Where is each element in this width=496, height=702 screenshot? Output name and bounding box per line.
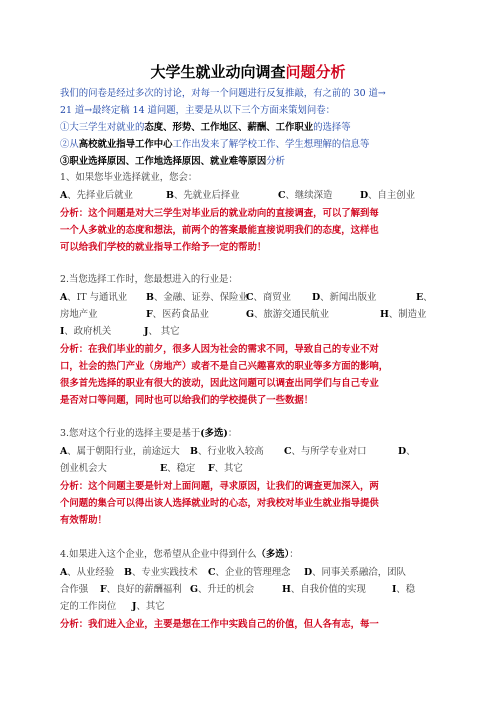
intro-point-3	[60, 154, 440, 170]
question-3-options-line-2	[60, 460, 444, 477]
q4-option-i-cont: 定的工作岗位	[60, 601, 117, 612]
q2-analysis-line-2: 口，社会的热门产业（房地产）或者不是自己兴趣喜欢的职业等多方面的影响，	[60, 361, 389, 372]
intro-line-2: 21 道→最终定稿 14 道问题，主要是从以下三个方面来策划问卷：	[60, 105, 336, 116]
intro-point-2	[60, 137, 440, 153]
q3-option-a: A、属于朝阳行业，前途远大	[60, 446, 180, 457]
intro-point-3-terms: ③职业选择原因、工作地选择原因、就业难等原因	[60, 156, 267, 167]
q1-option-d: D、自主创业	[360, 190, 416, 201]
q4-option-f: F、良好的薪酬福利	[100, 584, 182, 595]
q2-option-i: I、政府机关	[60, 326, 112, 337]
q4-option-g: G、升迁的机会	[190, 584, 255, 595]
question-3-options-line-1	[60, 443, 444, 460]
q2-option-g: G、旅游交通民航业	[246, 309, 330, 320]
q3-option-f: F、其它	[208, 463, 243, 474]
intro-point-2-suffix: 工作出发来了解学校工作、学生想理解的信息等	[172, 139, 370, 150]
q4-option-c: C、企业的管理理念	[208, 567, 291, 578]
intro-point-3-suffix: 分析	[266, 156, 286, 167]
q1-option-a: A、先择业后就业	[60, 190, 133, 201]
question-2-options-line-2	[60, 306, 444, 323]
question-1: 1、如果您毕业选择就业，您会：	[60, 172, 198, 183]
intro-line-1: 我们的问卷是经过多次的讨论，对每一个问题进行反复推敲，有之前的 30 道→	[60, 88, 386, 99]
q2-option-j: J、 其它	[144, 326, 180, 337]
q3-analysis-line-3: 有效帮助！	[60, 515, 107, 526]
q2-option-c: C、商贸业	[246, 292, 291, 303]
q1-option-c: C、继续深造	[278, 190, 333, 201]
q4-option-b: B、专业实践技术	[124, 567, 198, 578]
intro-point-1-prefix: ①大三学生对就业的	[60, 122, 145, 133]
q3-option-e: E、稳定	[160, 463, 196, 474]
q1-option-b: B、先就业后择业	[166, 190, 240, 201]
q3-analysis-line-2: 个问题的集合可以得出该人选择就业时的心态，对我校对毕业生就业指导提供	[60, 498, 379, 509]
q2-option-f: F、医药食品业	[146, 309, 209, 320]
q2-option-e-cont: 房地产业	[60, 309, 98, 320]
q2-option-e: E、	[416, 292, 433, 303]
intro-point-2-terms: 高校就业指导工作中心	[78, 139, 173, 150]
q3-option-d-cont: 创业机会大	[60, 463, 107, 474]
q4-analysis-line-1: 分析：我们进入企业，主要是想在工作中实践自己的价值，但人各有志，每一	[60, 619, 379, 630]
q2-option-a: A、IT 与通讯业	[60, 292, 128, 303]
question-2: 2.当您选择工作时，您最想进入的行业是：	[60, 274, 238, 285]
q2-analysis-line-4: 是否对口等问题，同时也可以给我们的学校提供了一些数据！	[60, 395, 314, 406]
q4-option-a: A、从业经验	[60, 567, 115, 578]
q4-option-h: H、自我价值的实现	[282, 584, 366, 595]
q1-analysis-line-3: 可以给我们学校的就业指导工作给予一定的帮助！	[60, 242, 267, 253]
intro-point-1	[60, 120, 440, 136]
question-2-options-line-1	[60, 289, 444, 306]
title-main: 大学生就业动向调查	[150, 63, 286, 81]
q4-option-d: D、同事关系融洽，团队	[304, 567, 406, 578]
question-4-options-line-2	[60, 581, 444, 598]
intro-point-2-prefix: ②从	[60, 139, 79, 150]
q4-option-j: J、其它	[132, 601, 165, 612]
q2-option-h: H、制造业	[380, 309, 427, 320]
q2-analysis-line-3: 很多首先选择的职业有很大的波动，因此这问题可以调查出同学们与自己专业	[60, 378, 379, 389]
q3-option-d: D、	[398, 446, 416, 457]
q1-analysis-line-2: 一个人多就业的态度和想法，前两个的答案最能直接说明我们的态度，这样也	[60, 225, 379, 236]
question-4: 4.如果进入这个企业，您希望从企业中得到什么（多选）：	[60, 549, 299, 560]
q2-option-d: D、新闻出版业	[312, 292, 377, 303]
question-2-options-line-3	[60, 323, 444, 340]
q1-analysis-line-1: 分析：这个问题是对大三学生对毕业后的就业动向的直接调查，可以了解到每	[60, 208, 379, 219]
q2-analysis-line-1: 分析：在我们毕业的前夕，很多人因为社会的需求不同，导致自己的专业不对	[60, 344, 379, 355]
q3-analysis-line-1: 分析：这个问题主要是针对上面问题，寻求原因，让我们的调查更加深入，两	[60, 481, 379, 492]
q3-option-b: B、行业收入较高	[190, 446, 264, 457]
q2-option-b: B、金融、证券、保险业	[146, 292, 248, 303]
q3-option-c: C、与所学专业对口	[284, 446, 367, 457]
q4-option-i: I、稳	[392, 584, 416, 595]
title-accent: 问题分析	[285, 63, 346, 81]
question-3: 3.您对这个行业的选择主要是基于(多选)：	[60, 428, 238, 439]
question-1-options	[60, 187, 444, 204]
q4-option-d-cont: 合作强	[60, 584, 89, 595]
question-4-options-line-3	[60, 598, 444, 615]
page-title	[0, 63, 496, 81]
intro-point-1-suffix: 的选择等	[313, 122, 351, 133]
question-4-options-line-1	[60, 564, 444, 581]
intro-point-1-terms: 态度、形势、工作地区、薪酬、工作职业	[144, 122, 314, 133]
